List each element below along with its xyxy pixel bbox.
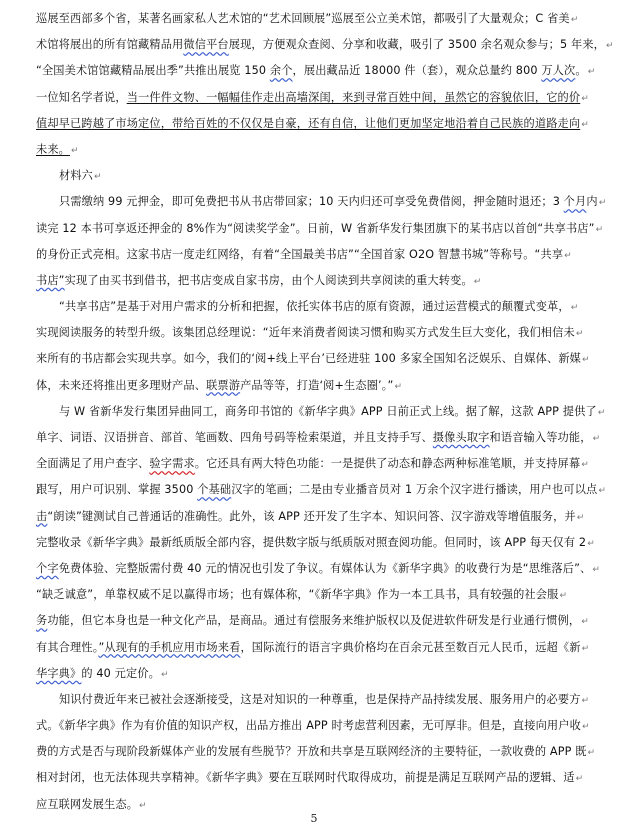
text-run: “缺乏诚意”，单靠权威不足以赢得市场；也有媒体称，“《新华字典》作为一本工具书，具有较强的社会服 [36, 588, 559, 602]
text-line [36, 189, 607, 215]
page-number: 5 [310, 812, 318, 825]
paragraph-mark-icon: ↵ [581, 695, 590, 706]
text-line [36, 477, 607, 503]
text-run: 的身份正式亮相。这家书店一度走红网络，有着“全国最美书店”“全国首家 O2O 智慧书城”等称号。“共享 [36, 247, 564, 261]
text-run: 有其合理性。 [36, 640, 99, 654]
paragraph-mark-icon: ↵ [575, 329, 584, 340]
underlined-text: 未来。 [36, 142, 71, 156]
proofing-underline: 万人次 [541, 64, 576, 78]
paragraph-mark-icon: ↵ [473, 276, 482, 287]
paragraph-mark-icon: ↵ [581, 460, 589, 471]
text-line [36, 242, 596, 268]
proofing-underline: 个基础 [197, 483, 232, 497]
text-line [36, 425, 601, 451]
text-line [36, 765, 596, 791]
text-run: 跟写，用户可识别、掌握 3500 [36, 483, 198, 497]
text-run: 体，未来还将推出更多理财产品、 [36, 378, 207, 392]
text-line [36, 608, 596, 634]
text-run: 功能，但它本身也是一种文化产品，是商品。通过有偿服务来维护版权以及促进软件研发是行业通行惯例， [47, 614, 581, 628]
proofing-underline: 书店” [36, 273, 65, 287]
paragraph-mark-icon: ↵ [592, 434, 601, 444]
paragraph-mark-icon: ↵ [576, 512, 585, 523]
text-run: 来所有的书店都会实现共享。如今，我们的‘阅+线上平台’已经进驻 100 多家全国知名泛娱乐、自媒体、新媒 [36, 352, 582, 366]
paragraph-mark-icon: ↵ [598, 486, 607, 497]
text-line [36, 216, 604, 242]
proofing-underline: 华字典》 [36, 666, 82, 680]
paragraph-mark-icon: ↵ [575, 774, 584, 785]
text-line [36, 294, 596, 320]
text-run: ，展出藏品近 18000 件（套），观众总量约 800 [292, 64, 542, 78]
text-run: “朗读”键测试自己普通话的准确性。此外，该 APP 还开发了生字本、知识问答、汉字游戏等增值服务，并 [47, 509, 576, 523]
text-line [36, 6, 596, 32]
text-run: “全国美术馆馆藏精品展出季”共推出展览 150 [36, 64, 270, 78]
text-run: 免费体验、完整版需付费 40 元的情况也引发了争议。有媒体认为《新华字典》的收费行为是“思维落后”、 [58, 561, 592, 575]
text-run: 实现阅读服务的转型升级。该集团总经理说：“近年来消费者阅读习惯和购买方式发生巨大变化，我们相信未 [36, 326, 575, 340]
text-run: 术馆将展出的所有馆藏精品用 [36, 38, 184, 52]
text-line [36, 635, 596, 661]
text-line [36, 661, 596, 687]
paragraph-mark-icon: ↵ [139, 800, 147, 811]
text-run: 知识付费近年来已被社会逐渐接受，这是对知识的一种尊重，也是保持产品持续发展、服务用户的必要方 [59, 692, 581, 706]
text-line [36, 451, 596, 477]
paragraph-mark-icon: ↵ [582, 355, 590, 366]
text-run: 只需缴纳 99 元押金，即可免费把书从书店带回家；10 天内归还可享受免费借阅，押金随时退还；3 [59, 195, 564, 209]
paragraph-mark-icon: ↵ [581, 93, 589, 104]
paragraph-mark-icon: ↵ [598, 198, 607, 209]
paragraph-mark-icon: ↵ [581, 119, 589, 130]
text-run: 材料六 [59, 169, 94, 183]
text-run: ，国际流行的语言字典价格均在百余元甚至数百元人民币，远超《新 [240, 640, 581, 654]
text-run: 读完 12 本书可享返还押金的 8%作为“阅读奖学金”。日前，W 省新华发行集团旗下的某书店以首创“共享书店” [36, 221, 595, 235]
underlined-text: 值却早已跨越了市场定位，带给百姓的不仅仅是自豪，还有自信，让他们更加坚定地沿着自己民族的道路走向 [36, 116, 581, 130]
section-heading [36, 163, 596, 189]
paragraph-mark-icon: ↵ [587, 748, 596, 759]
paragraph-mark-icon: ↵ [597, 407, 606, 418]
paragraph-mark-icon: ↵ [592, 564, 601, 575]
paragraph-mark-icon: ↵ [581, 722, 590, 733]
proofing-underline: 个字 [36, 561, 59, 575]
text-line [36, 399, 606, 425]
paragraph-mark-icon: ↵ [161, 669, 169, 680]
text-run: 相对封闭，也无法体现共享精神。《新华字典》要在互联网时代取得成功，前提是满足互联网产品的逻辑、适 [36, 771, 575, 785]
text-line [36, 320, 596, 346]
text-line [36, 32, 614, 58]
paragraph-mark-icon: ↵ [606, 41, 614, 52]
paragraph-mark-icon: ↵ [581, 643, 590, 654]
proofing-underline: 余个 [269, 64, 293, 78]
text-line [36, 582, 596, 608]
text-line [36, 373, 596, 399]
text-run: 内 [586, 195, 598, 209]
text-line [36, 58, 596, 84]
paragraph-mark-icon: ↵ [94, 172, 102, 183]
paragraph-mark-icon: ↵ [587, 67, 596, 78]
text-line [36, 85, 596, 111]
text-run: 费的方式是否与现阶段新媒体产业的发展有些脱节？开放和共享是互联网经济的主要特征，一款收费的 APP 既 [36, 745, 587, 759]
text-run: 与 W 省新华发行集团异曲同工，商务印书馆的《新华字典》APP 日前正式上线。据了解，这款 APP 提供了 [59, 404, 597, 418]
paragraph-mark-icon: ↵ [570, 15, 579, 25]
text-line [36, 556, 601, 582]
paragraph-mark-icon: ↵ [595, 224, 604, 235]
text-run: 产品等等，打造‘阅+生态圈’。” [240, 378, 394, 392]
paragraph-mark-icon: ↵ [581, 617, 589, 628]
text-line [36, 713, 596, 739]
text-line [36, 530, 596, 556]
document-page [36, 6, 614, 818]
paragraph-mark-icon: ↵ [559, 591, 568, 602]
proofing-underline: 个月 [563, 195, 587, 209]
proofing-underline: 摄像头取字 [432, 431, 490, 444]
paragraph-mark-icon: ↵ [394, 381, 403, 392]
text-line [36, 346, 596, 372]
text-line [36, 504, 596, 530]
text-run: 。它还具有两大特色功能：一是提供了动态和静态两种标准笔顺，并支持屏幕 [194, 457, 581, 471]
text-run: 汉字的笔画；二是由专业播音员对 1 万余个汉字进行播读，用户也可以点 [231, 483, 598, 497]
paragraph-mark-icon: ↵ [587, 538, 595, 549]
proofing-underline: ”从现有的手机应用市场来看 [98, 640, 241, 654]
proofing-underline: 联票游 [206, 378, 241, 392]
text-run: 。 [575, 64, 587, 78]
proofing-underline: 务 [36, 614, 48, 628]
text-run: 完整收录《新华字典》最新纸质版全部内容，提供数字版与纸质版对照查阅功能。但同时，该 APP 每天仅有 2 [36, 535, 587, 549]
text-run: 全面满足了用户查字、 [36, 457, 150, 471]
text-run: 单字、词语、汉语拼音、部首、笔画数、四角号码等检索渠道，并且支持手写、 [36, 431, 433, 444]
text-run: 一位知名学者说， [36, 90, 127, 104]
text-line [36, 137, 596, 163]
text-line [36, 687, 596, 713]
proofing-underline: 击 [36, 509, 48, 523]
paragraph-mark-icon: ↵ [564, 250, 572, 261]
text-run: 应互联网发展生态。 [36, 797, 139, 811]
text-line [36, 739, 596, 765]
proofing-underline: 微信平台 [183, 38, 229, 52]
paragraph-mark-icon: ↵ [570, 303, 579, 314]
text-run: 巡展至西部多个省，某著名画家私人艺术馆的“艺术回顾展”巡展至公立美术馆，都吸引了大量观众；C 省美 [36, 12, 570, 25]
text-run: “共享书店”是基于对用户需求的分析和把握，依托实体书店的原有资源，通过运营模式的颠覆式变革， [59, 300, 570, 314]
text-run: 的 40 元定价。 [81, 666, 160, 680]
underlined-text: 当一件件文物、一幅幅佳作走出高墙深闺，来到寻常百姓中间，虽然它的容貌依旧，它的价 [126, 90, 581, 104]
text-line [36, 111, 596, 137]
text-run: 实现了由买书到借书，把书店变成自家书房，由个人阅读到共享阅读的重大转变。 [64, 273, 473, 287]
text-run: 式。《新华字典》作为有价值的知识产权，出品方推出 APP 时考虑营利因素，无可厚非。但是，直接向用户收 [36, 719, 581, 733]
proofing-underline: 验字需求 [149, 457, 195, 471]
text-run: 展现，方便观众查阅、分享和收藏，吸引了 3500 余名观众参与；5 年来， [228, 38, 605, 52]
paragraph-mark-icon: ↵ [71, 145, 79, 156]
text-line [36, 268, 596, 294]
text-run: 和语音输入等功能， [489, 431, 592, 444]
